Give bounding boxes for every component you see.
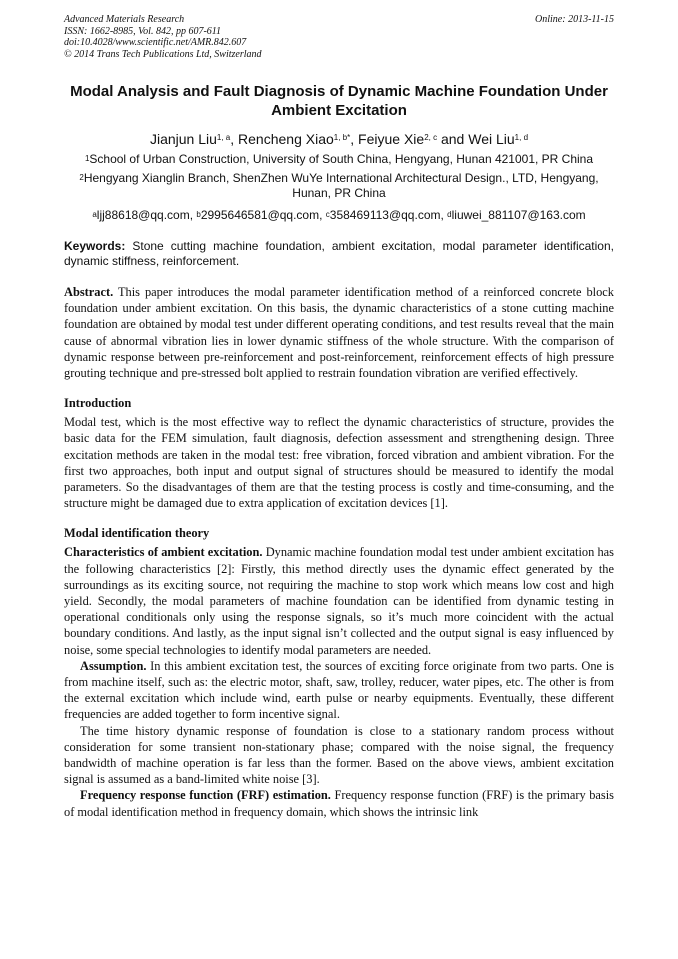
online-date: Online: 2013-11-15 [535,14,614,25]
introduction-paragraph: Modal test, which is the most effective way to reflect the dynamic characteristics of structure, provides the basic data for the FEM simulation, fault diagnosis, defection assessment and strengthening design. Three excitation methods are taken in the modal test: free vibration, forced vibration and ambient vibration. For the first two approaches, both input and output signal of structures should be measured to identify the modal parameters. So the disadvantages of them are that the testing process is costly and time-consuming, and the structure might be damaged due to extra application of excitation devices [1]. [64,415,614,511]
author-sup: 1, b* [333,133,351,142]
affiliation-2: $^2$Hengyang Xianglin Branch, ShenZhen WuYe International Architectural Design., LTD, Hengyang, Hunan, PR China [79,171,599,200]
author-name: Feiyue Xie [358,131,425,147]
section-heading-introduction: Introduction [64,396,132,411]
section-heading-theory: Modal identification theory [64,526,210,541]
keywords-label: Keywords: [64,239,126,253]
paper-title: Modal Analysis and Fault Diagnosis of Dynamic Machine Foundation Under Ambient Excitation [70,83,608,119]
theory-paragraph-3: The time history dynamic response of foundation is close to a stationary random process without consideration for some transient non-stationary phase; compared with the noise signal, the frequency bandwidth of machine operation is far less than the former. Based on the above views, ambient excitation signal is assumed as a band-limited white noise [3]. [64,723,614,787]
copyright-line: © 2014 Trans Tech Publications Ltd, Switzerland [64,48,262,60]
paragraph-label: Frequency response function (FRF) estimation. [80,788,331,803]
journal-name: Advanced Materials Research [64,14,185,25]
paragraph-label: Characteristics of ambient excitation. [64,545,263,560]
keywords-text: Stone cutting machine foundation, ambient excitation, modal parameter identification, dynamic stiffness, reinforcement. [64,239,614,268]
paper-page [64,14,614,820]
author-name: Jianjun Liu [149,131,217,147]
doi-line: doi:10.4028/www.scientific.net/AMR.842.607 [64,37,247,48]
email-link[interactable]: 2995646581@qq.com, [200,208,326,222]
abstract-label: Abstract. [64,285,114,299]
issn-line: ISSN: 1662-8985, Vol. 842, pp 607-611 [64,25,222,37]
author-sup: 1, d [514,133,529,142]
theory-paragraph-4: Frequency response function (FRF) estimation. Frequency response function (FRF) is the primary basis of modal identification method in frequency domain, which shows the intrinsic link [64,788,615,819]
theory-paragraph-2: Assumption. In this ambient excitation test, the sources of exciting force originate from two parts. One is from machine itself, such as: the electric motor, shaft, saw, trolley, reducer, water pipes, etc. The other is from the external excitation which include wind, earth pulse or nearby equipments. Eventually, these different frequencies are added together to form incentive signal. [64,658,614,722]
author-emails: $^a$ljj88618@qq.com, $^b$2995646581@qq.com, $^c$358469113@qq.com, $^d$liuwei_881107@163.com [92,208,586,222]
author-name: Wei Liu [468,131,515,147]
email-link[interactable]: 358469113@qq.com, [329,208,448,222]
author-list: Jianjun Liu$^{1, a}$, Rencheng Xiao$^{1, b*}$, Feiyue Xie$^{2, c}$ and Wei Liu$^{1, d}$ [149,131,529,147]
abstract-text: This paper introduces the modal parameter identification method of a reinforced concrete block foundation under ambient excitation. On this basis, the dynamic characteristics of a stone cutting machine foundation are obtained by modal test under different operating conditions, and test results reveal that the main cause of abnormal vibration lies in lower dynamic stiffness of the whole structure. With the comparison of dynamic response between pre-reinforcement and post-reinforcement, reinforcement effects of high pressure grouting technique and pre-stressed bolt applied to restrain foundation vibration are verified effectively. [64,285,614,381]
email-link[interactable]: liuwei_881107@163.com [451,208,586,222]
author-sup: 1, a [216,133,231,142]
journal-header-row [64,14,614,26]
email-link[interactable]: ljj88618@qq.com, [96,208,197,222]
theory-paragraph-1: Characteristics of ambient excitation. Dynamic machine foundation modal test under ambient excitation has the following characteristics [2]: Firstly, this method directly uses the dynamic effect generated by the surroundings as its exciting source, not requiring the machine to stop work which means low cost and high yield. Secondly, the modal parameters of machine foundation can be identified from dynamic testing in operational conditionals only using the response signals, so it’s much more coincident with the actual boundary conditions. And lastly, as the input signal isn’t collected and the output signal is easy influenced by noise, some special technologies to identify modal parameters are needed. [64,545,615,657]
paragraph-label: Assumption. [80,658,147,673]
author-sup: 2, c [424,133,438,142]
affiliation-1: $^1$School of Urban Construction, University of South China, Hengyang, Hunan 421001, PR China [84,152,594,166]
abstract [64,284,614,381]
keywords [64,239,614,268]
author-name: Rencheng Xiao [238,131,334,147]
